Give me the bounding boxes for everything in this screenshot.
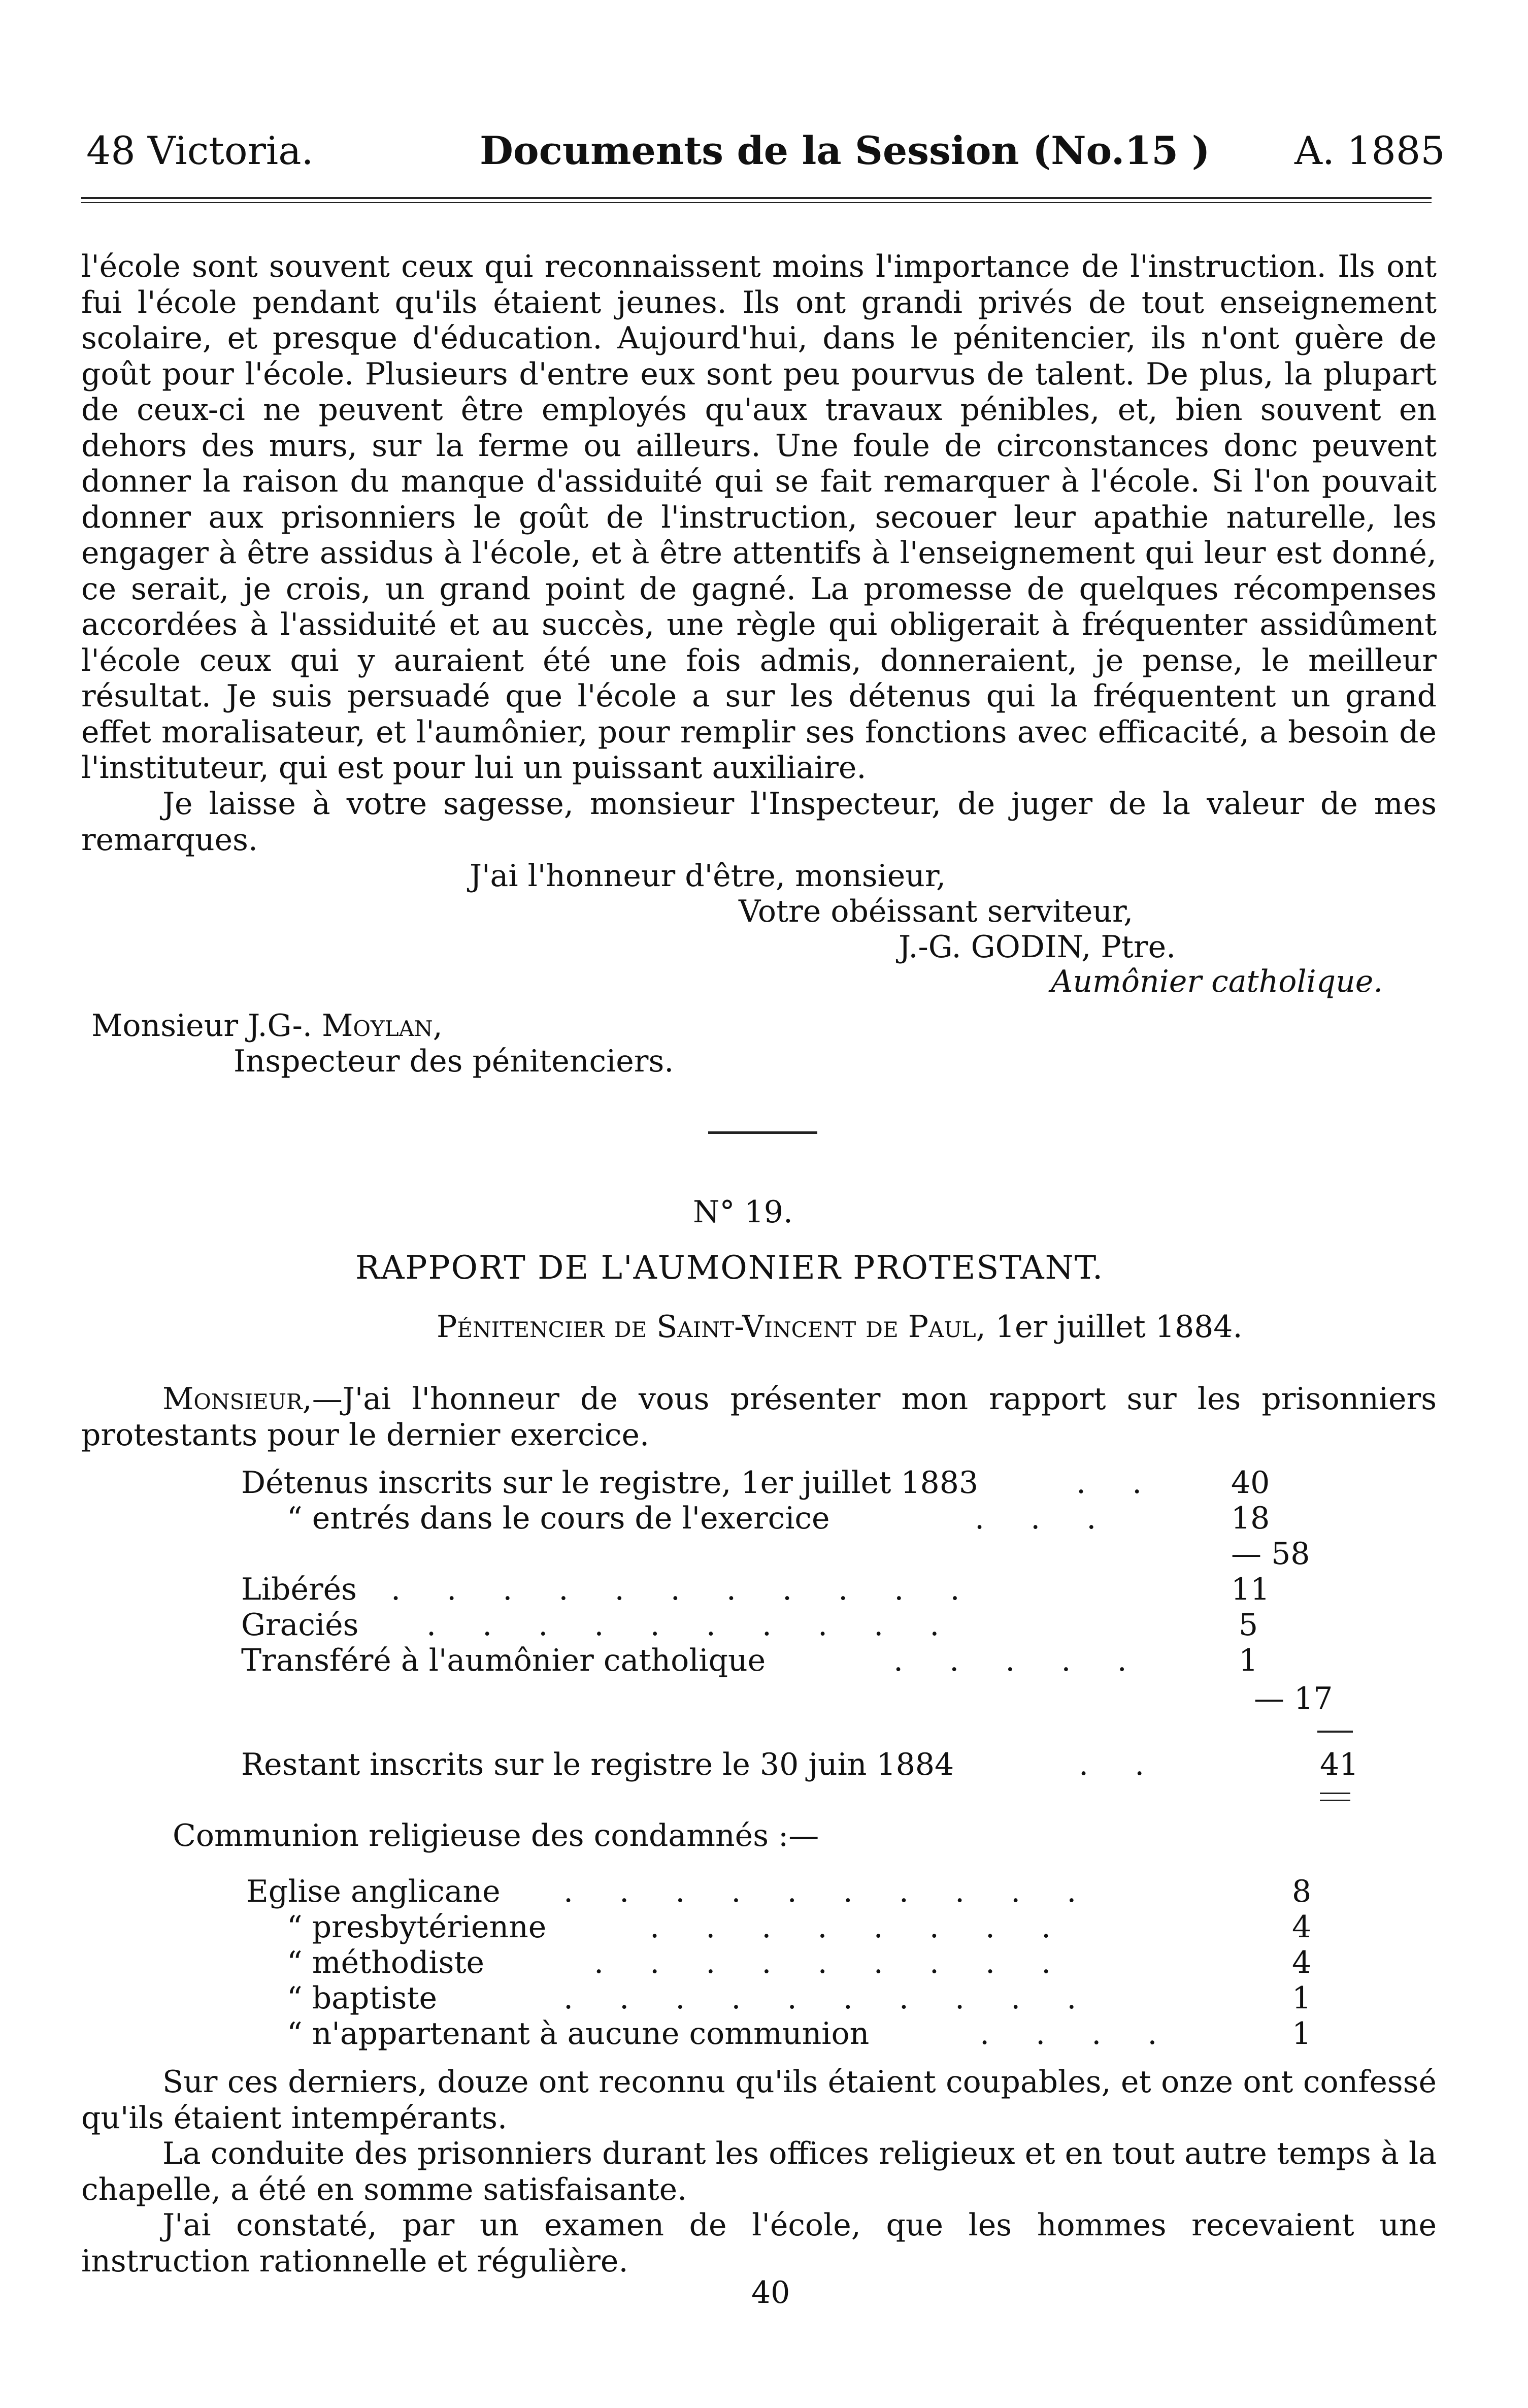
stat-registered-dots: . . xyxy=(1076,1465,1160,1501)
communion-row-value: 4 xyxy=(1292,1945,1312,1980)
communion-row-dots: . . . . . . . . . xyxy=(594,1945,1070,1980)
page-number: 40 xyxy=(751,2275,790,2311)
signer-title: Aumônier catholique. xyxy=(1051,964,1383,999)
stat-transferred-value: 1 xyxy=(1239,1643,1258,1678)
communion-row-dots: . . . . . . . . . . xyxy=(563,1980,1095,2016)
report-number: N° 19. xyxy=(693,1194,793,1230)
intro-paragraph xyxy=(81,249,1437,786)
report-opening xyxy=(81,1381,1437,1453)
addressee-prefix: Monsieur J.G-. xyxy=(91,1008,322,1044)
signoff-line2: Votre obéissant serviteur, xyxy=(739,894,1134,929)
letter-closing-paragraph xyxy=(81,786,1437,858)
communion-row-label: “ méthodiste xyxy=(287,1945,485,1980)
report-salutation: Monsieur, xyxy=(162,1381,312,1417)
letter-closing-text: Je laisse à votre sagesse, monsieur l'Inspecteur, de juger de la valeur de mes remarques. xyxy=(81,786,1437,858)
report-opening-text: —J'ai l'honneur de vous présenter mon rapport sur les prisonniers protestants pour le dernier exercice. xyxy=(81,1381,1437,1453)
stat-registered-label: Détenus inscrits sur le registre, 1er juillet 1883 xyxy=(241,1465,979,1501)
stat-pardoned-label: Graciés xyxy=(241,1607,359,1643)
header-center: Documents de la Session (No.15 ) xyxy=(480,128,1210,173)
stat-subtotal-in: — 58 xyxy=(1231,1536,1310,1572)
communion-row-label: “ baptiste xyxy=(287,1980,438,2016)
double-rule-bottom xyxy=(1320,1800,1350,1801)
communion-row-dots: . . . . xyxy=(980,2016,1176,2052)
stat-subtotal-out: — 17 xyxy=(1254,1681,1333,1716)
stat-entered-value: 18 xyxy=(1231,1501,1270,1536)
communion-row-value: 4 xyxy=(1292,1909,1312,1945)
stat-remaining-value: 41 xyxy=(1320,1747,1359,1782)
stat-entered-label: “ entrés dans le cours de l'exercice xyxy=(287,1501,830,1536)
intro-text: l'école sont souvent ceux qui reconnaissent moins l'importance de l'instruction. Ils ont fui l'école pendant qu'ils étaient jeunes. Ils ont grandi privés de tout enseignement scolaire, et presque d'éducation. Aujourd'hui, dans le pénitencier, ils n'ont guère de goût pour l'école. Plusieurs d'entre eux sont peu pourvus de talent. De plus, la plupart de ceux-ci ne peuvent être employés qu'aux travaux pénibles, et, bien souvent en dehors des murs, sur la ferme ou ailleurs. Une foule de circonstances donc peuvent donner la raison du manque d'assiduité qui se fait remarquer à l'école. Si l'on pouvait donner aux prisonniers le goût de l'instruction, secouer leur apathie naturelle, les engager à être assidus à l'école, et à être attentifs à l'enseignement qui leur est donné, ce serait, je crois, un grand point de gagné. La promesse de quelques récompenses accordées à l'assiduité et au succès, une règle qui obligerait à fréquenter assidûment l'école ceux qui y auraient été une fois admis, donneraient, je pense, le meilleur résultat. Je suis persuadé que l'école a sur les détenus qui la fréquentent un grand effet moralisateur, et l'aumônier, pour remplir ses fonctions avec efficacité, a besoin de l'instituteur, qui est pour lui un puissant auxiliaire. xyxy=(81,249,1437,786)
communion-row-label: Eglise anglicane xyxy=(246,1874,501,1909)
stat-transferred-label: Transféré à l'aumônier catholique xyxy=(241,1643,766,1678)
communion-row-dots: . . . . . . . . xyxy=(650,1909,1070,1945)
stat-registered-value: 40 xyxy=(1231,1465,1270,1501)
report-place-date xyxy=(437,1309,1243,1345)
communion-heading: Communion religieuse des condamnés :— xyxy=(173,1818,819,1853)
report-title: RAPPORT DE L'AUMONIER PROTESTANT. xyxy=(355,1249,1104,1287)
addressee-title: Inspecteur des pénitenciers. xyxy=(234,1044,674,1079)
communion-row-value: 8 xyxy=(1292,1874,1312,1909)
total-rule xyxy=(1317,1731,1353,1733)
report-place: Pénitencier de Saint-Vincent de Paul, xyxy=(437,1309,986,1345)
communion-row-label: “ n'appartenant à aucune communion xyxy=(287,2016,870,2052)
stat-transferred-dots: . . . . . xyxy=(893,1643,1145,1678)
communion-row-label: “ presbytérienne xyxy=(287,1909,547,1945)
header-rule-thin xyxy=(81,202,1432,203)
stat-pardoned-dots: . . . . . . . . . . xyxy=(426,1607,958,1643)
addressee-line xyxy=(91,1008,443,1044)
signoff-line1: J'ai l'honneur d'être, monsieur, xyxy=(470,858,946,894)
header-rule xyxy=(81,197,1432,199)
communion-row-value: 1 xyxy=(1292,1980,1312,2016)
signer-name: J.-G. GODIN, Ptre. xyxy=(899,929,1176,965)
closing-paragraph: J'ai constaté, par un examen de l'école, que les hommes recevaient une instruction rationnelle et régulière. xyxy=(81,2207,1437,2279)
stat-released-label: Libérés xyxy=(241,1572,357,1607)
header-left: 48 Victoria. xyxy=(86,128,314,173)
stat-remaining-label: Restant inscrits sur le registre le 30 juin 1884 xyxy=(241,1747,954,1782)
section-separator xyxy=(708,1131,817,1134)
report-date: 1er juillet 1884. xyxy=(985,1309,1243,1345)
stat-remaining-dots: . . xyxy=(1079,1747,1163,1782)
addressee-name: Moylan, xyxy=(322,1008,443,1044)
closing-paragraph: La conduite des prisonniers durant les offices religieux et en tout autre temps à la chapelle, a été en somme satisfaisante. xyxy=(81,2136,1437,2207)
communion-row-value: 1 xyxy=(1292,2016,1312,2052)
header-right: A. 1885 xyxy=(1294,128,1445,173)
stat-released-value: 11 xyxy=(1231,1572,1270,1607)
closing-paragraphs xyxy=(81,2064,1437,2279)
communion-row-dots: . . . . . . . . . . xyxy=(563,1874,1095,1909)
double-rule-top xyxy=(1320,1793,1350,1794)
stat-entered-dots: . . . xyxy=(975,1501,1115,1536)
stat-released-dots: . . . . . . . . . . . xyxy=(391,1572,978,1607)
stat-pardoned-value: 5 xyxy=(1239,1607,1258,1643)
closing-paragraph: Sur ces derniers, douze ont reconnu qu'ils étaient coupables, et onze ont confessé qu'ils étaient intempérants. xyxy=(81,2064,1437,2136)
